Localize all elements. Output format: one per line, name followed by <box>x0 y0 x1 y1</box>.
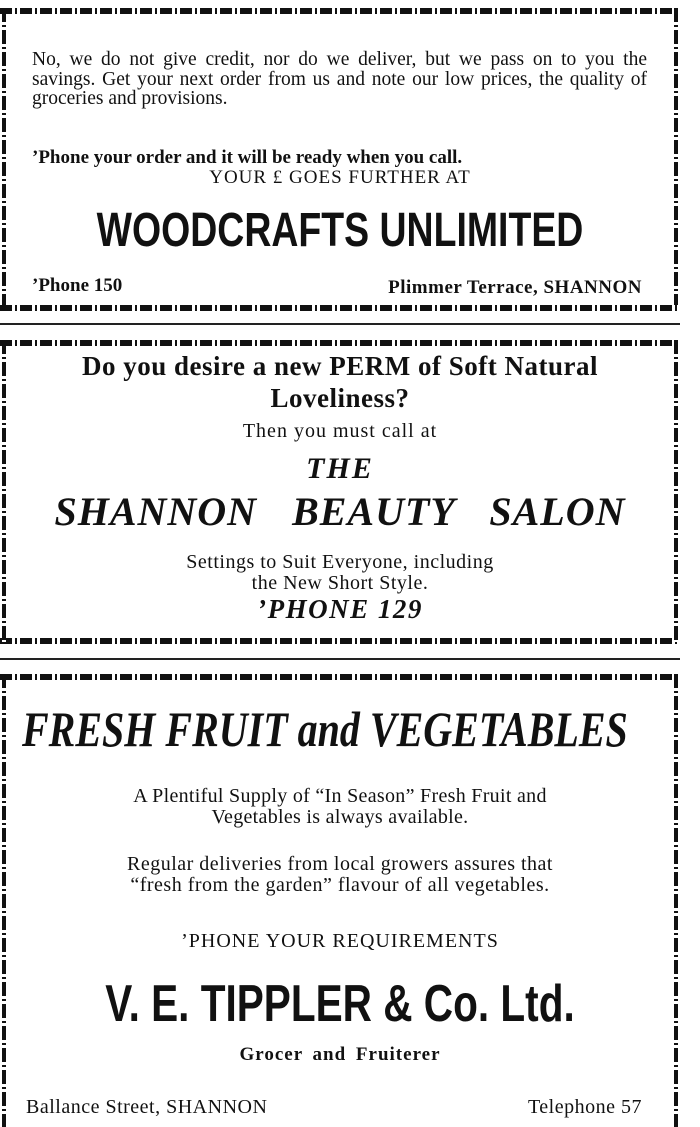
tippler-advertisement <box>0 666 680 1127</box>
tippler-deliveries-text <box>0 854 680 896</box>
salon-call-at: Then you must call at <box>242 420 438 442</box>
tippler-tagline: Grocer and Fruiterer <box>239 1044 441 1065</box>
separator-line <box>0 658 680 660</box>
beauty-salon-advertisement <box>0 330 680 648</box>
salon-phone: ’PHONE 129 <box>257 594 423 624</box>
salon-settings <box>0 552 680 594</box>
border-left <box>2 8 6 305</box>
tippler-supply-text <box>0 786 680 828</box>
salon-the: THE <box>306 452 374 485</box>
salon-name: SHANNON BEAUTY SALON <box>54 489 626 534</box>
border-top <box>0 8 680 14</box>
salon-settings-line-1: Settings to Suit Everyone, including <box>186 551 494 573</box>
border-bottom <box>0 305 680 311</box>
woodcrafts-phone-order-line: ’Phone your order and it will be ready when you call. <box>32 147 463 168</box>
woodcrafts-advertisement <box>0 0 680 312</box>
woodcrafts-brand-name: WOODCRAFTS UNLIMITED <box>96 204 584 257</box>
border-top <box>0 340 680 346</box>
salon-headline: Do you desire a new PERM of Soft Natural Loveliness? <box>82 351 598 413</box>
tippler-headline: FRESH FRUIT and VEGETABLES <box>22 701 628 757</box>
tippler-address: Ballance Street, SHANNON <box>26 1096 268 1118</box>
woodcrafts-phone-number: ’Phone 150 <box>32 275 123 296</box>
tippler-deliveries-line-1: Regular deliveries from local growers assures that <box>127 853 553 875</box>
tippler-supply-line-2: Vegetables is always available. <box>211 806 469 828</box>
border-right <box>674 8 678 305</box>
tippler-telephone: Telephone 57 <box>527 1096 642 1118</box>
woodcrafts-body-text: No, we do not give credit, nor do we deliver, but we pass on to you the savings. Get your next order from us and note our low prices, the quality of groceries and provisions. <box>32 49 647 109</box>
border-bottom <box>0 638 680 644</box>
tippler-deliveries-line-2: “fresh from the garden” flavour of all vegetables. <box>130 874 550 896</box>
separator-line <box>0 323 680 325</box>
tippler-phone-requirements: ’PHONE YOUR REQUIREMENTS <box>181 930 499 952</box>
tippler-supply-line-1: A Plentiful Supply of “In Season” Fresh Fruit and <box>133 785 547 807</box>
tippler-brand-name: V. E. TIPPLER & Co. Ltd. <box>105 975 575 1033</box>
border-top <box>0 674 680 680</box>
salon-settings-line-2: the New Short Style. <box>251 572 429 594</box>
woodcrafts-further-line: YOUR £ GOES FURTHER AT <box>209 167 471 188</box>
woodcrafts-address: Plimmer Terrace, SHANNON <box>388 277 642 298</box>
